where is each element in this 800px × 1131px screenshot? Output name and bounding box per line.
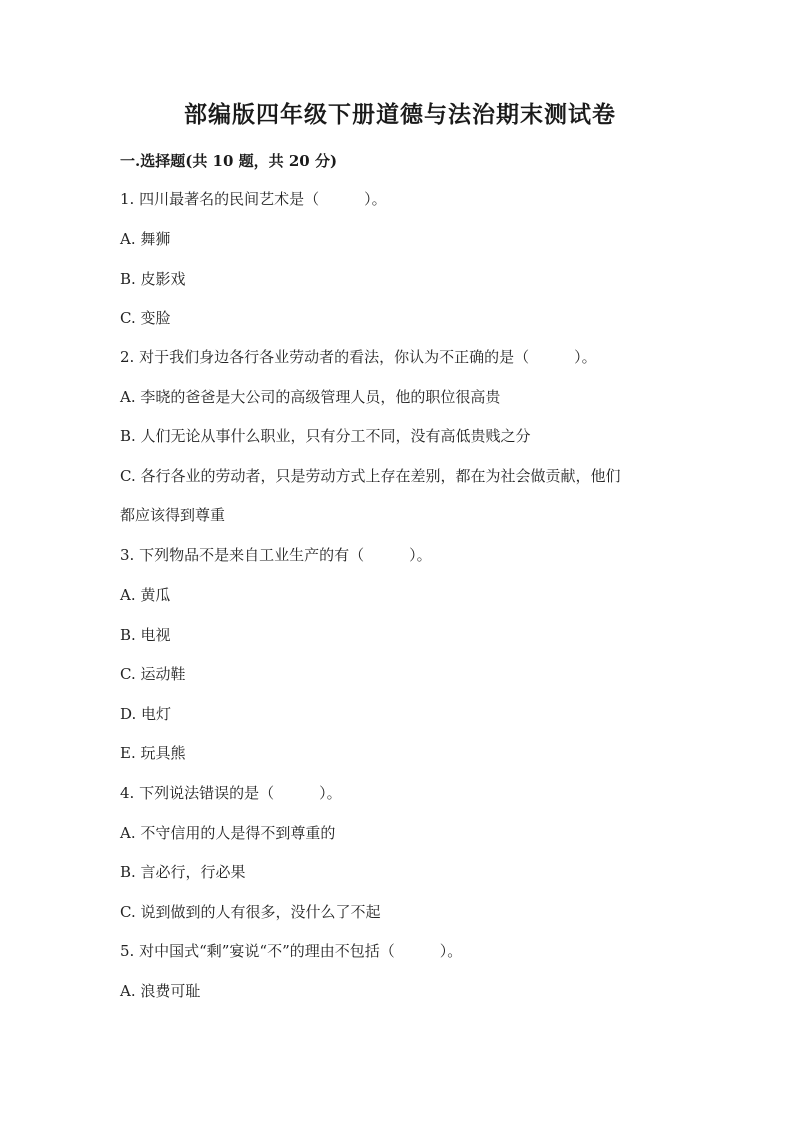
question-1-stem: 1. 四川最著名的民间艺术是（ ）。 — [120, 190, 387, 208]
section-heading: 一.选择题(共 10 题，共 20 分) — [120, 152, 338, 170]
question-3-option-e: E. 玩具熊 — [120, 744, 186, 762]
question-2-option-b: B. 人们无论从事什么职业，只有分工不同，没有高低贵贱之分 — [120, 427, 531, 445]
question-4-option-a: A. 不守信用的人是得不到尊重的 — [120, 824, 336, 842]
page-title: 部编版四年级下册道德与法治期末测试卷 — [184, 101, 616, 128]
question-5-option-a: A. 浪费可耻 — [120, 982, 201, 1000]
question-3-stem: 3. 下列物品不是来自工业生产的有（ ）。 — [120, 546, 432, 564]
question-2-option-a: A. 李晓的爸爸是大公司的高级管理人员，他的职位很高贵 — [120, 388, 501, 406]
question-2-option-c-continued: 都应该得到尊重 — [120, 506, 226, 524]
question-3-option-d: D. 电灯 — [120, 705, 172, 723]
question-3-option-a: A. 黄瓜 — [120, 586, 171, 604]
question-3-option-c: C. 运动鞋 — [120, 665, 186, 683]
question-4-option-b: B. 言必行，行必果 — [120, 863, 246, 881]
question-2-option-c: C. 各行各业的劳动者，只是劳动方式上存在差别，都在为社会做贡献，他们 — [120, 467, 621, 485]
question-1-option-a: A. 舞狮 — [120, 230, 171, 248]
question-2-stem: 2. 对于我们身边各行各业劳动者的看法，你认为不正确的是（ ）。 — [120, 348, 597, 366]
question-5-stem: 5. 对中国式“剩”宴说“不”的理由不包括（ ）。 — [120, 942, 463, 960]
question-4-option-c: C. 说到做到的人有很多，没什么了不起 — [120, 903, 381, 921]
question-3-option-b: B. 电视 — [120, 626, 171, 644]
question-1-option-b: B. 皮影戏 — [120, 270, 186, 288]
question-1-option-c: C. 变脸 — [120, 309, 171, 327]
question-4-stem: 4. 下列说法错误的是（ ）。 — [120, 784, 342, 802]
